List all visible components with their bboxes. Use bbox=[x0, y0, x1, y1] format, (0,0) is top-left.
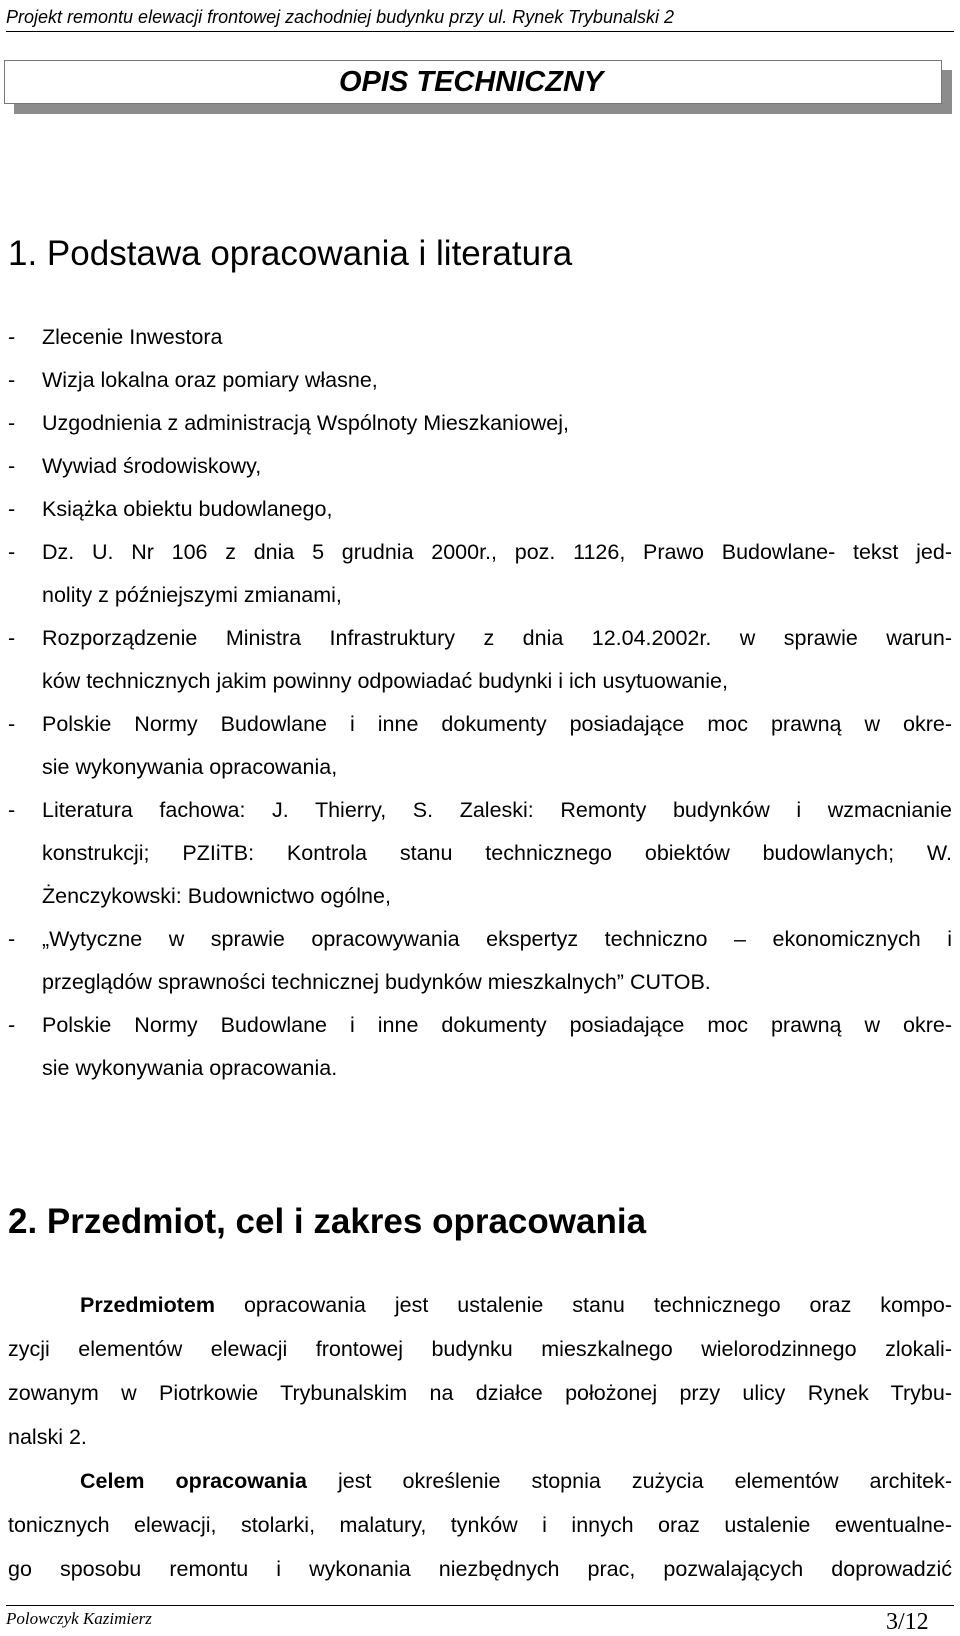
list-item: Literatura fachowa: J. Thierry, S. Zaleski: Remonty budynków i wzmacnianie bbox=[42, 798, 952, 822]
list-dash: - bbox=[8, 411, 16, 435]
paragraph-line: nalski 2. bbox=[8, 1425, 87, 1449]
section-2-heading: 2. Przedmiot, cel i zakres opracowania bbox=[8, 1202, 647, 1241]
paragraph-text: jest określenie stopnia zużycia elementów architek- bbox=[306, 1469, 952, 1493]
list-item-continuation: przeglądów sprawności technicznej budynków mieszkalnych” CUTOB. bbox=[42, 970, 711, 994]
list-dash: - bbox=[8, 540, 16, 564]
running-header: Projekt remontu elewacji frontowej zachodniej budynku przy ul. Rynek Trybunalski 2 bbox=[6, 4, 954, 32]
page-number: 3/12 bbox=[886, 1609, 929, 1635]
list-item: Zlecenie Inwestora bbox=[42, 325, 223, 349]
list-dash: - bbox=[8, 368, 16, 392]
list-item: Książka obiektu budowlanego, bbox=[42, 497, 333, 521]
list-item: Wizja lokalna oraz pomiary własne, bbox=[42, 368, 378, 392]
list-item: Dz. U. Nr 106 z dnia 5 grudnia 2000r., poz. 1126, Prawo Budowlane- tekst jed- bbox=[42, 540, 952, 564]
paragraph-line: zowanym w Piotrkowie Trybunalskim na działce położonej przy ulicy Rynek Trybu- bbox=[8, 1381, 952, 1405]
list-item-continuation: ków technicznych jakim powinny odpowiadać budynki i ich usytuowanie, bbox=[42, 669, 728, 693]
list-dash: - bbox=[8, 798, 16, 822]
paragraph-line: zycji elementów elewacji frontowej budynku mieszkalnego wielorodzinnego zlokali- bbox=[8, 1337, 952, 1361]
list-dash: - bbox=[8, 927, 16, 951]
paragraph-line: go sposobu remontu i wykonania niezbędnych prac, pozwalających doprowadzić bbox=[8, 1557, 952, 1581]
list-item: Polskie Normy Budowlane i inne dokumenty posiadające moc prawną w okre- bbox=[42, 1013, 952, 1037]
list-item-continuation: Żenczykowski: Budownictwo ogólne, bbox=[42, 884, 391, 908]
list-item: Rozporządzenie Ministra Infrastruktury z dnia 12.04.2002r. w sprawie warun- bbox=[42, 626, 952, 650]
list-dash: - bbox=[8, 454, 16, 478]
list-item: Wywiad środowiskowy, bbox=[42, 454, 262, 478]
document-title: OPIS TECHNICZNY bbox=[339, 66, 604, 98]
list-dash: - bbox=[8, 712, 16, 736]
bold-term: Przedmiotem bbox=[80, 1293, 216, 1317]
list-item-continuation: nolity z późniejszymi zmianami, bbox=[42, 583, 342, 607]
list-item-continuation: sie wykonywania opracowania, bbox=[42, 755, 338, 779]
list-dash: - bbox=[8, 626, 16, 650]
footer-divider bbox=[6, 1605, 954, 1606]
list-item-continuation: sie wykonywania opracowania. bbox=[42, 1056, 338, 1080]
list-dash: - bbox=[8, 1013, 16, 1037]
section-1-heading: 1. Podstawa opracowania i literatura bbox=[8, 234, 573, 273]
list-item: Uzgodnienia z administracją Wspólnoty Mieszkaniowej, bbox=[42, 411, 569, 435]
document-title-box bbox=[4, 60, 942, 104]
list-dash: - bbox=[8, 497, 16, 521]
paragraph-text: opracowania jest ustalenie stanu technicznego oraz kompo- bbox=[215, 1293, 952, 1317]
list-item: „Wytyczne w sprawie opracowywania ekspertyz techniczno – ekonomicznych i bbox=[42, 927, 952, 951]
list-item: Polskie Normy Budowlane i inne dokumenty posiadające moc prawną w okre- bbox=[42, 712, 952, 736]
list-item-continuation: konstrukcji; PZIiTB: Kontrola stanu technicznego obiektów budowlanych; W. bbox=[42, 841, 952, 865]
bold-term: Celem opracowania bbox=[80, 1469, 307, 1493]
list-dash: - bbox=[8, 325, 16, 349]
paragraph-line bbox=[80, 1290, 952, 1320]
footer-author: Polowczyk Kazimierz bbox=[6, 1609, 152, 1628]
paragraph-line bbox=[80, 1466, 952, 1496]
paragraph-line: tonicznych elewacji, stolarki, malatury, tynków i innych oraz ustalenie ewentualne- bbox=[8, 1513, 952, 1537]
